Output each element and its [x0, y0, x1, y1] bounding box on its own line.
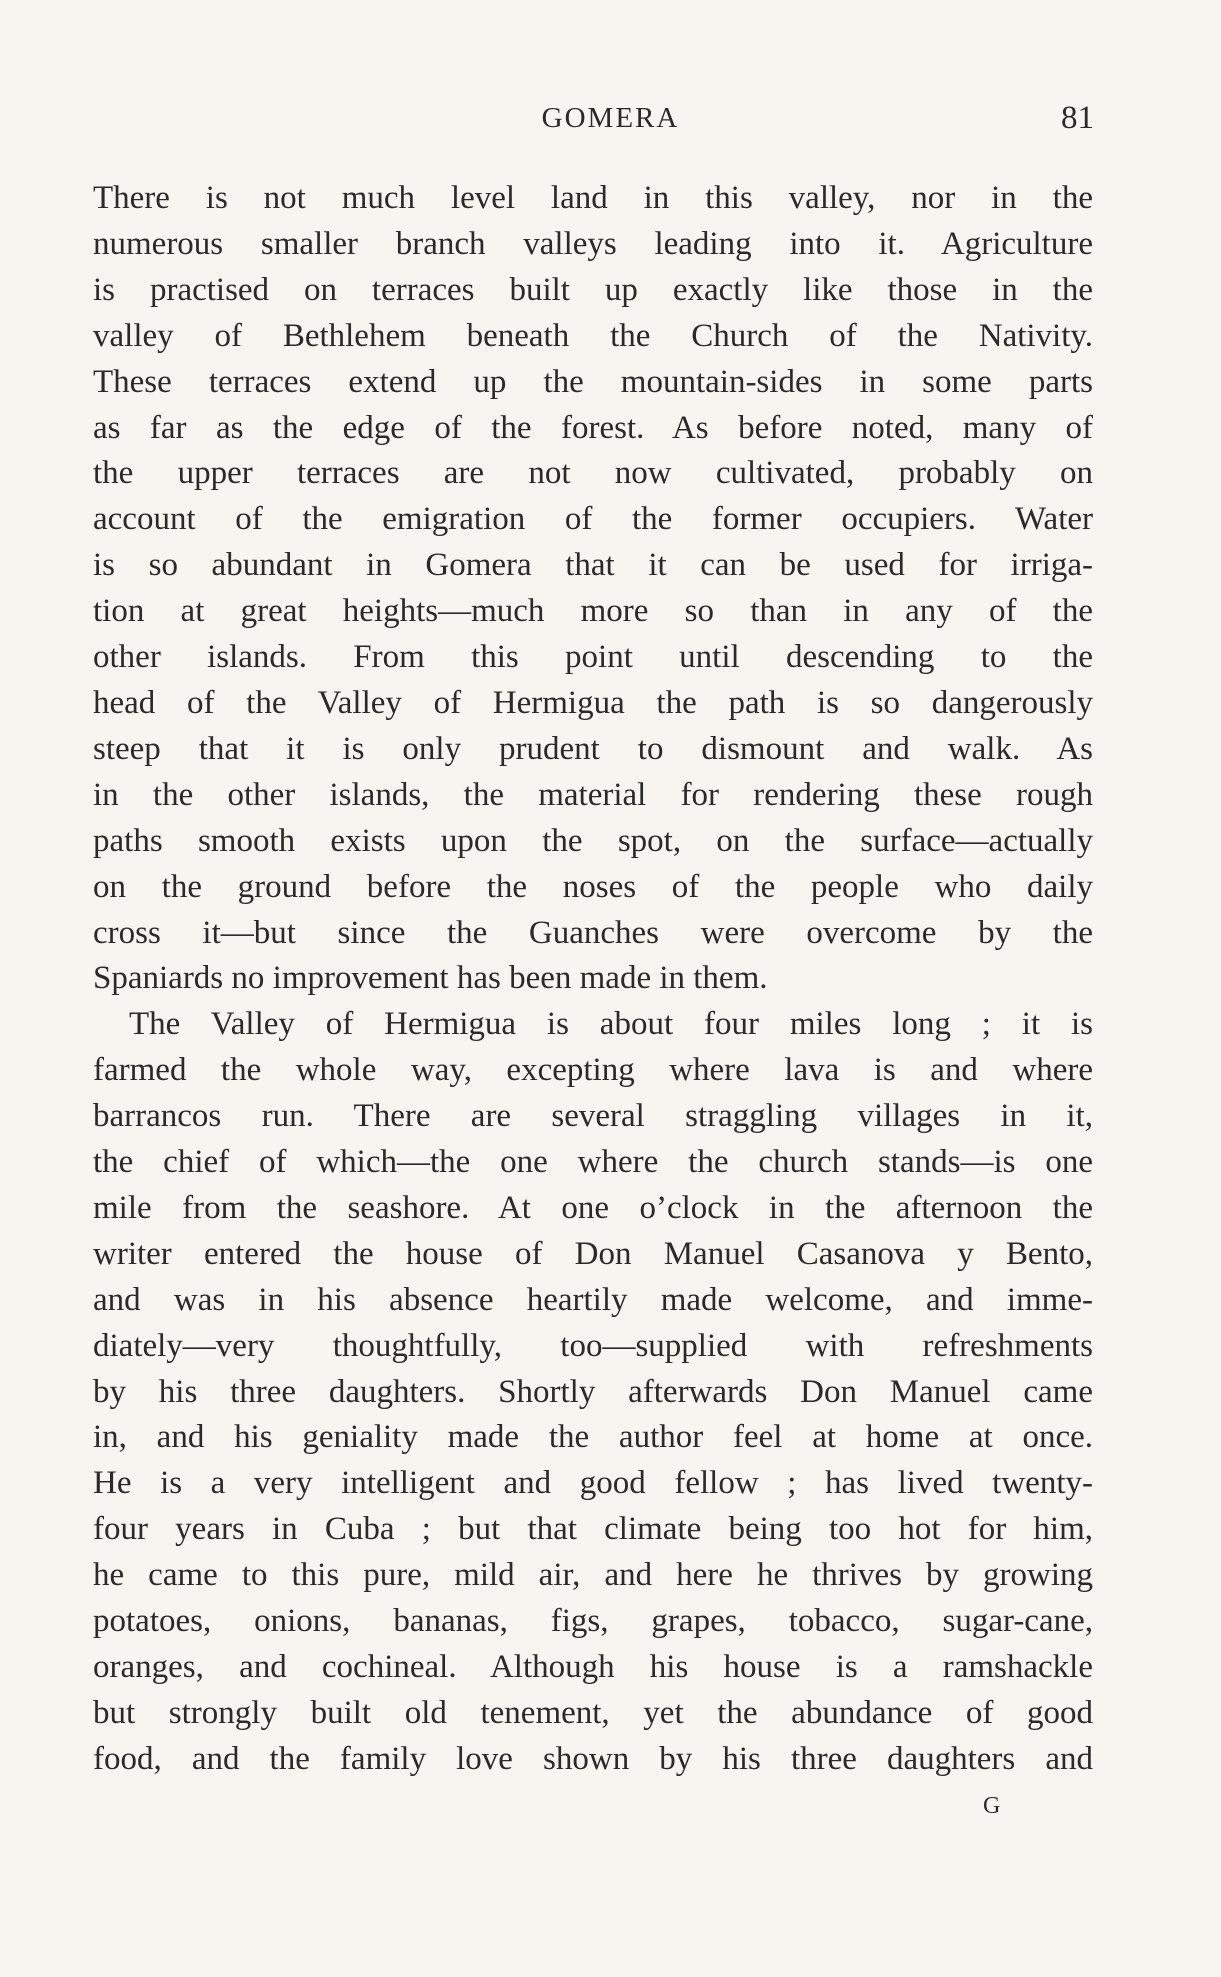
text-line: head of the Valley of Hermigua the path is so dangerously: [93, 684, 1093, 721]
text-line: paths smooth exists upon the spot, on the surface—actually: [93, 822, 1093, 859]
text-line: potatoes, onions, bananas, figs, grapes, tobacco, sugar-cane,: [93, 1603, 1093, 1640]
page-number: 81: [1061, 100, 1094, 136]
text-line: on the ground before the noses of the people who daily: [93, 868, 1093, 905]
text-line: account of the emigration of the former occupiers. Water: [93, 501, 1093, 538]
text-line: numerous smaller branch valleys leading into it. Agriculture: [93, 225, 1093, 262]
text-line: in, and his geniality made the author feel at home at once.: [93, 1419, 1093, 1456]
paragraph-1: [93, 176, 1093, 1002]
running-title: GOMERA: [541, 102, 680, 134]
text-line: is practised on terraces built up exactly like those in the: [93, 271, 1093, 308]
text-line: food, and the family love shown by his three daughters and: [93, 1740, 1093, 1777]
text-line: the upper terraces are not now cultivated, probably on: [93, 455, 1093, 492]
text-line: is so abundant in Gomera that it can be used for irriga-: [93, 547, 1093, 584]
text-line: He is a very intelligent and good fellow ; has lived twenty-: [93, 1465, 1093, 1502]
text-line: diately—very thoughtfully, too—supplied with refreshments: [93, 1327, 1093, 1364]
text-line: Spaniards no improvement has been made in them.: [93, 960, 768, 997]
text-line: by his three daughters. Shortly afterwards Don Manuel came: [93, 1373, 1093, 1410]
text-line: farmed the whole way, excepting where lava is and where: [93, 1052, 1093, 1089]
text-line: the chief of which—the one where the church stands—is one: [93, 1144, 1093, 1181]
signature-mark: G: [983, 1793, 1001, 1819]
text-line: mile from the seashore. At one o’clock in the afternoon the: [93, 1189, 1093, 1226]
text-line: oranges, and cochineal. Although his house is a ramshackle: [93, 1649, 1093, 1685]
text-line: he came to this pure, mild air, and here he thrives by growing: [93, 1557, 1093, 1594]
text-line: barrancos run. There are several straggling villages in it,: [93, 1098, 1093, 1135]
text-line: tion at great heights—much more so than in any of the: [93, 593, 1093, 630]
paragraph-2: [93, 1002, 1093, 1782]
text-line: There is not much level land in this valley, nor in the: [93, 180, 1093, 216]
text-line: in the other islands, the material for rendering these rough: [93, 776, 1093, 813]
text-line: but strongly built old tenement, yet the abundance of good: [93, 1694, 1093, 1731]
text-line: four years in Cuba ; but that climate being too hot for him,: [93, 1511, 1093, 1548]
text-line: valley of Bethlehem beneath the Church of the Nativity.: [93, 317, 1093, 354]
body-text: [93, 176, 1093, 1783]
text-line: other islands. From this point until descending to the: [93, 639, 1093, 676]
text-line: The Valley of Hermigua is about four miles long ; it is: [129, 1006, 1093, 1043]
text-line: as far as the edge of the forest. As before noted, many of: [93, 409, 1093, 446]
text-line: writer entered the house of Don Manuel Casanova y Bento,: [93, 1235, 1093, 1272]
text-line: steep that it is only prudent to dismount and walk. As: [93, 730, 1093, 767]
text-line: cross it—but since the Guanches were overcome by the: [93, 914, 1093, 951]
running-head: [0, 100, 1221, 144]
text-line: These terraces extend up the mountain-sides in some parts: [93, 363, 1093, 400]
text-line: and was in his absence heartily made welcome, and imme-: [93, 1281, 1093, 1318]
